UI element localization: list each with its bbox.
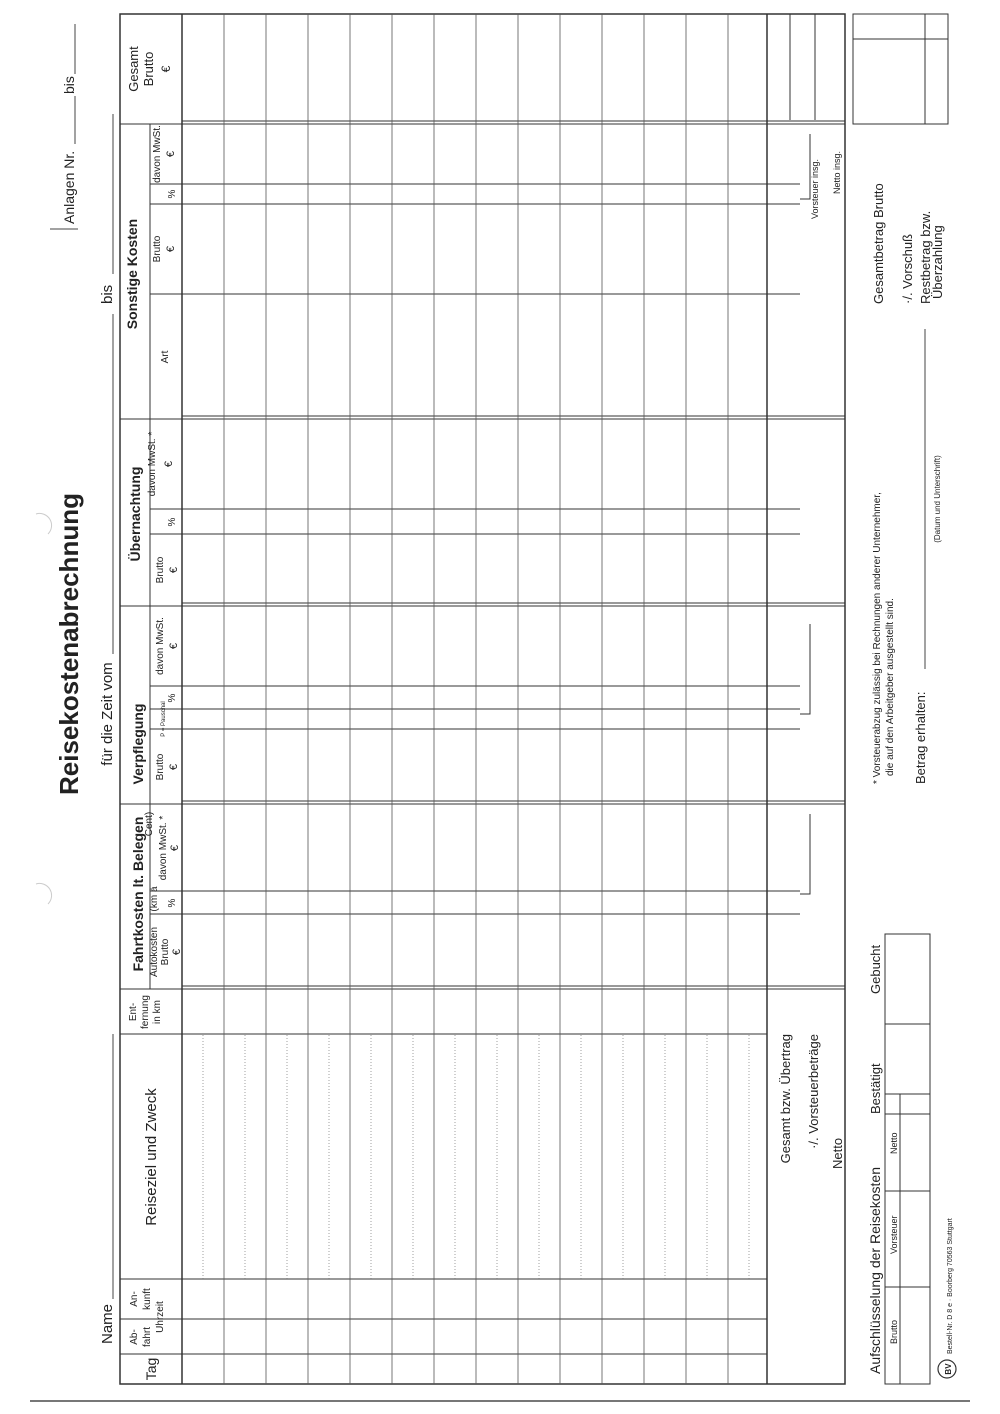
sum-double-lines: [182, 14, 845, 986]
main-table-frame: [120, 14, 845, 1384]
publisher-logo-text: BV: [944, 1363, 953, 1375]
header-cent: Cent): [144, 811, 155, 837]
header-vp-mwst-euro: €: [168, 642, 180, 650]
vorsteuer-arrows: [800, 134, 810, 894]
aufschluesselung-netto: Netto: [889, 1132, 899, 1154]
bestaetigt-label: Bestätigt: [868, 1063, 883, 1114]
header-reiseziel: Reiseziel und Zweck: [143, 1088, 160, 1226]
header-ue-percent: %: [167, 517, 178, 527]
period-label: für die Zeit vom: [99, 662, 116, 766]
header-gesamt: Gesamt: [126, 46, 141, 92]
anlagen-to-label: bis: [61, 76, 77, 94]
datum-unterschrift-label: (Datum und Unterschrift): [933, 455, 942, 543]
header-abfahrt-2: fahrt: [142, 1326, 153, 1348]
header-vp-brutto: Brutto: [155, 753, 166, 781]
punch-hole-mark-2: [36, 513, 52, 534]
publisher-label: Bestell-Nr. D 8 e · Boorberg 70563 Stuttgart: [947, 1218, 954, 1354]
header-autokosten: Autokosten: [149, 926, 160, 978]
header-uebernachtung: Übernachtung: [127, 466, 143, 562]
column-dividers: [120, 124, 845, 1354]
header-so-brutto: Brutto: [152, 235, 163, 263]
header-so-euro: €: [165, 245, 177, 253]
header-ue-euro: €: [168, 566, 180, 574]
header-km-a: (km à: [149, 886, 160, 912]
header-so-art: Art: [160, 350, 171, 364]
restbetrag-label-2: Überzahlung: [930, 225, 945, 299]
header-tag: Tag: [143, 1357, 159, 1381]
header-ankunft-1: An-: [129, 1291, 140, 1307]
scan-bottom-rule: [30, 1400, 970, 1402]
name-label: Name: [99, 1303, 116, 1344]
footnote-line-2: die auf den Arbeitgeber ausgestellt sind.: [885, 598, 896, 776]
gebucht-label: Gebucht: [868, 944, 883, 994]
header-ankunft-2: kunft: [142, 1288, 153, 1310]
anlagen-label: Anlagen Nr.: [61, 150, 77, 224]
summary-box: [853, 14, 948, 124]
header-vp-pauschal: P = Pauschal: [161, 701, 167, 737]
header-gesamt-euro: €: [159, 65, 173, 73]
gesamtbetrag-brutto-label: Gesamtbetrag Brutto: [871, 183, 886, 304]
aufschluesselung-title: Aufschlüsselung der Reisekosten: [867, 1166, 883, 1374]
vorsteuer-insg-label: Vorsteuer insg.: [810, 158, 820, 219]
header-verpflegung: Verpflegung: [130, 703, 146, 785]
table-rows: [224, 14, 728, 1384]
punch-hole-mark-1: [36, 883, 52, 904]
header-so-mwst: davon MwSt.: [152, 125, 163, 183]
header-so-percent: %: [167, 189, 178, 199]
header-entfernung-2: fernung: [140, 995, 151, 1029]
header-gesamt-brutto: Brutto: [141, 51, 156, 87]
form-title: Reisekostenabrechnung: [54, 493, 84, 795]
vorschuss-label: ·/. Vorschuß: [900, 233, 915, 304]
header-fk-brutto: Brutto: [160, 938, 171, 966]
header-ue-mwst-euro: €: [163, 460, 175, 468]
header-fk-mwst-euro: €: [169, 844, 181, 852]
period-to-label: bis: [99, 284, 116, 304]
header-entfernung-3: in km: [152, 1000, 163, 1024]
header-abfahrt-1: Ab-: [129, 1329, 140, 1345]
aufschluesselung-vorsteuer: Vorsteuer: [889, 1215, 899, 1254]
aufschluesselung-brutto: Brutto: [889, 1319, 899, 1344]
header-ue-brutto: Brutto: [155, 556, 166, 584]
header-entfernung-1: Ent-: [128, 1002, 139, 1022]
netto-insg-label: Netto insg.: [832, 150, 842, 194]
header-ue-mwst: davon MwSt. *: [147, 431, 158, 497]
totals-netto: Netto: [830, 1137, 845, 1169]
header-fk-mwst: davon MwSt. *: [158, 815, 169, 881]
header-so-mwst-euro: €: [165, 150, 177, 158]
header-vp-mwst: davon MwSt.: [155, 617, 166, 675]
header-fk-percent: %: [167, 898, 178, 908]
header-fahrtkosten: Fahrtkosten lt. Belegen: [130, 816, 146, 972]
footnote-line-1: * Vorsteuerabzug zulässig bei Rechnungen anderer Unternehmer,: [872, 492, 883, 784]
header-uhrzeit: Uhrzeit: [155, 1301, 166, 1333]
header-fk-euro: €: [171, 948, 183, 956]
totals-gesamt-uebertrag: Gesamt bzw. Übertrag: [778, 1034, 793, 1164]
totals-vorsteuer: ·/. Vorsteuerbeträge: [806, 1034, 821, 1149]
header-sonstige: Sonstige Kosten: [124, 218, 140, 330]
header-vp-percent: %: [167, 693, 178, 703]
betrag-erhalten-label: Betrag erhalten:: [913, 691, 928, 784]
header-vp-euro: €: [168, 763, 180, 771]
restbetrag-label-1: Restbetrag bzw.: [918, 210, 933, 304]
